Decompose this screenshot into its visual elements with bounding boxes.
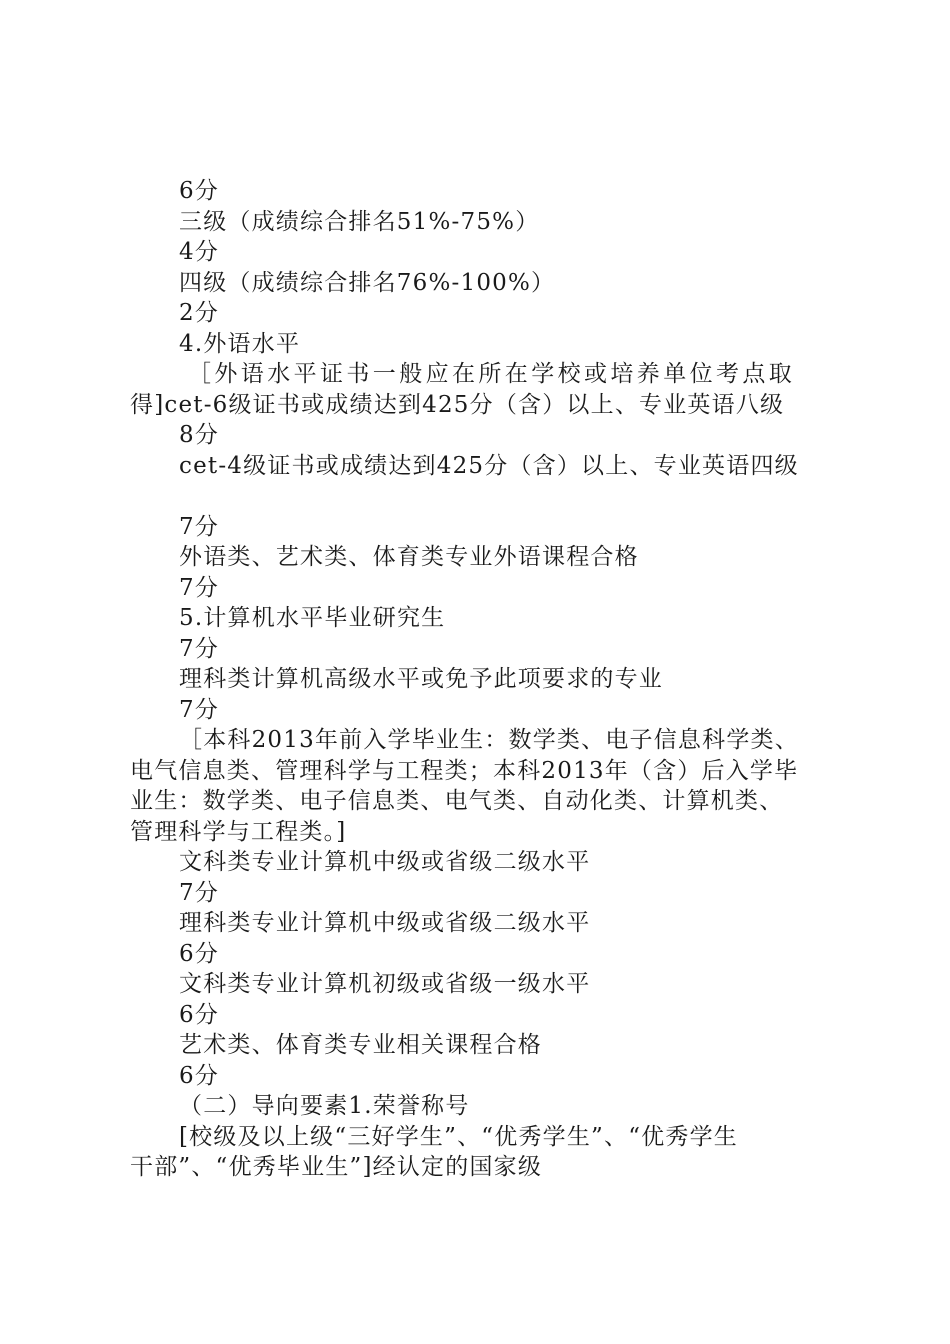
grade-three-line: 三级（成绩综合排名51%-75%） [179,208,540,235]
score-line: 6分 [179,1062,220,1089]
score-line: 7分 [179,879,220,906]
score-line: 6分 [179,178,220,204]
section-heading-foreign-language: 4.外语水平 [179,330,301,357]
score-line: 6分 [179,1001,220,1028]
grade-four-line: 四级（成绩综合排名76%-100%） [179,269,556,296]
paragraph-line: 理科类计算机高级水平或免予此项要求的专业 [179,666,663,692]
paragraph-line: 业生：数学类、电子信息类、电气类、自动化类、计算机类、 [130,788,784,814]
score-line: 7分 [179,635,220,662]
paragraph-line: ［本科2013年前入学毕业生：数学类、电子信息科学类、 [179,727,799,753]
paragraph-line: 艺术类、体育类专业相关课程合格 [179,1032,542,1058]
paragraph-line: 文科类专业计算机中级或省级二级水平 [179,849,591,875]
paragraph-line: cet-4级证书或成绩达到425分（含）以上、专业英语四级 [179,452,799,479]
paragraph-line: 干部”、“优秀毕业生”]经认定的国家级 [130,1154,543,1180]
section-heading-guidance: （二）导向要素1.荣誉称号 [179,1093,470,1119]
score-line: 8分 [179,422,220,448]
section-heading-computer: 5.计算机水平毕业研究生 [179,605,446,631]
document-body [130,176,832,1183]
paragraph-line: [校级及以上级“三好学生”、“优秀学生”、“优秀学生 [179,1123,738,1150]
paragraph-line: 得]cet-6级证书或成绩达到425分（含）以上、专业英语八级 [130,391,785,418]
score-line: 2分 [179,300,220,326]
score-line: 7分 [179,513,220,540]
score-line: 7分 [179,574,220,601]
paragraph-line: 文科类专业计算机初级或省级一级水平 [179,971,591,997]
blank-line [130,481,832,512]
score-line: 7分 [179,696,220,723]
score-line: 6分 [179,940,220,967]
paragraph-line: ［外语水平证书一般应在所在学校或培养单位考点取 [188,361,796,387]
paragraph-line: 电气信息类、管理科学与工程类；本科2013年（含）后入学毕 [130,757,799,784]
paragraph-line: 管理科学与工程类。] [130,818,347,845]
score-line: 4分 [179,239,220,265]
paragraph-line: 理科类专业计算机中级或省级二级水平 [179,910,591,936]
paragraph-line: 外语类、艺术类、体育类专业外语课程合格 [179,544,639,570]
